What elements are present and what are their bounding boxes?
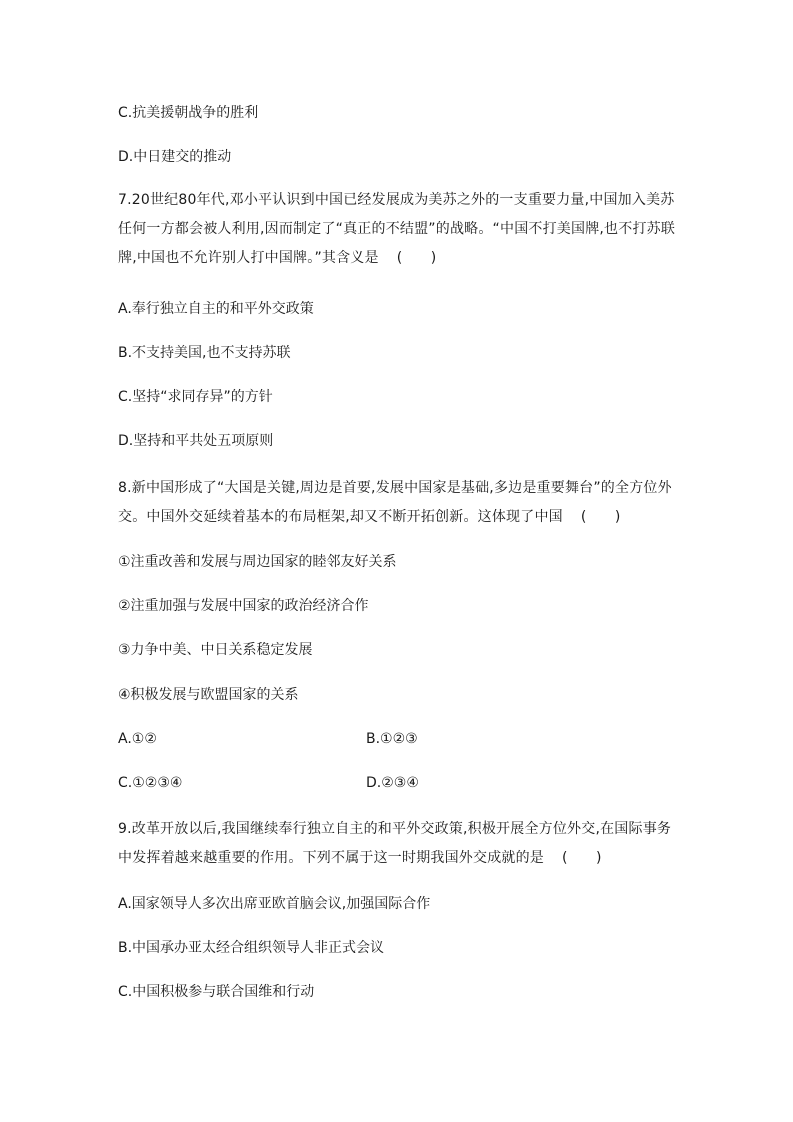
q9-option-b: B.中国承办亚太经合组织领导人非正式会议 (118, 940, 385, 956)
q8-stem-text: 8.新中国形成了“大国是关键,周边是首要,发展中国家是基础,多边是重要舞台”的全方位外交。中国外交延续着基本的布局框架,却又不断开拓创新。这体现了中国 (118, 480, 672, 525)
q8-item-4: ④积极发展与欧盟国家的关系 (118, 687, 299, 703)
q9-stem (118, 815, 678, 873)
q6-option-c: C.抗美援朝战争的胜利 (118, 105, 259, 121)
q8-item-2: ②注重加强与发展中国家的政治经济合作 (118, 598, 369, 614)
q8-option-b: B.①②③ (366, 731, 418, 747)
q7-option-c: C.坚持“求同存异”的方针 (118, 389, 273, 405)
q9-option-a: A.国家领导人多次出席亚欧首脑会议,加强国际合作 (118, 896, 431, 912)
q8-option-c: C.①②③④ (118, 775, 183, 791)
q7-stem-text: 7.20世纪80年代,邓小平认识到中国已经发展成为美苏之外的一支重要力量,中国加入美苏任何一方都会被人利用,因而制定了“真正的不结盟”的战略。“中国不打美国牌,也不打苏联牌,中国也不允许别人打中国牌。”其含义是 (118, 192, 676, 266)
q7-option-d: D.坚持和平共处五项原则 (118, 433, 274, 449)
q9-stem-text: 9.改革开放以后,我国继续奉行独立自主的和平外交政策,积极开展全方位外交,在国际事务中发挥着越来越重要的作用。下列不属于这一时期我国外交成就的是 (118, 821, 672, 866)
q6-option-d: D.中日建交的推动 (118, 149, 232, 165)
q7-answer-blank: ( ) (396, 250, 437, 266)
q8-option-d: D.②③④ (366, 775, 419, 791)
q7-option-a: A.奉行独立自主的和平外交政策 (118, 301, 314, 317)
q8-stem (118, 474, 678, 532)
q8-item-3: ③力争中美、中日关系稳定发展 (118, 642, 313, 658)
q8-answer-blank: ( ) (580, 509, 621, 525)
q9-answer-blank: ( ) (562, 850, 602, 866)
q7-stem (118, 186, 678, 273)
q9-option-c: C.中国积极参与联合国维和行动 (118, 984, 315, 1000)
q8-option-a: A.①② (118, 731, 157, 747)
q8-item-1: ①注重改善和发展与周边国家的睦邻友好关系 (118, 554, 397, 570)
q7-option-b: B.不支持美国,也不支持苏联 (118, 345, 291, 361)
